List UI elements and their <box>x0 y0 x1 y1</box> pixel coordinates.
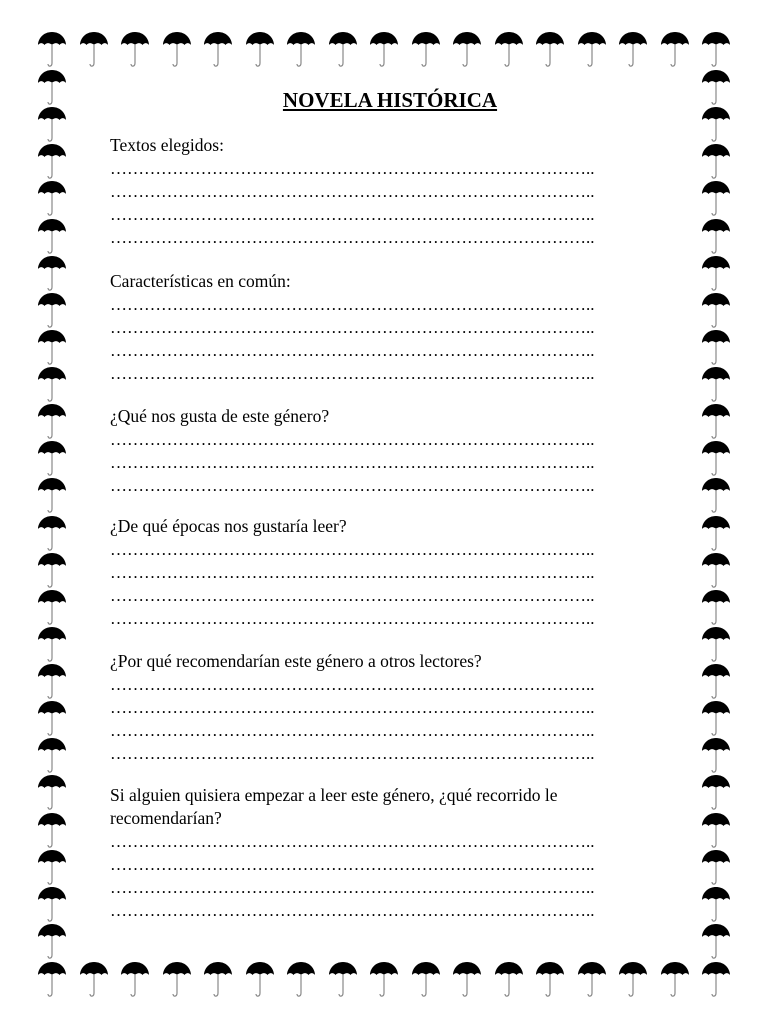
umbrella-icon <box>286 960 316 1000</box>
answer-line: ………………………………………………………………………….. <box>110 855 595 874</box>
answer-line: ………………………………………………………………………….. <box>110 901 595 920</box>
answer-line: ………………………………………………………………………….. <box>110 228 595 247</box>
question-label: Textos elegidos: <box>110 135 224 155</box>
worksheet-content <box>110 84 670 920</box>
umbrella-icon <box>120 30 150 70</box>
umbrella-icon <box>701 625 731 665</box>
umbrella-icon <box>452 30 482 70</box>
question-label: Características en común: <box>110 271 291 291</box>
umbrella-icon <box>618 960 648 1000</box>
umbrella-icon <box>701 551 731 591</box>
answer-line: ………………………………………………………………………….. <box>110 453 595 472</box>
umbrella-icon <box>411 30 441 70</box>
umbrella-icon <box>701 662 731 702</box>
umbrella-icon <box>37 365 67 405</box>
umbrella-icon <box>701 291 731 331</box>
umbrella-icon <box>411 960 441 1000</box>
umbrella-icon <box>701 922 731 962</box>
section-textos-elegidos <box>110 134 670 249</box>
umbrella-icon <box>701 848 731 888</box>
answer-line: ………………………………………………………………………….. <box>110 698 595 717</box>
umbrella-icon <box>701 514 731 554</box>
umbrella-icon <box>37 773 67 813</box>
answer-line: ………………………………………………………………………….. <box>110 295 595 314</box>
umbrella-icon <box>286 30 316 70</box>
question-label: Si alguien quisiera empezar a leer este género, ¿qué recorrido le recomendarían? <box>110 785 558 828</box>
umbrella-icon <box>37 217 67 257</box>
answer-line: ………………………………………………………………………….. <box>110 744 595 763</box>
umbrella-icon <box>37 328 67 368</box>
umbrella-icon <box>328 960 358 1000</box>
answer-line: ………………………………………………………………………….. <box>110 540 595 559</box>
umbrella-icon <box>701 30 731 70</box>
answer-line: ………………………………………………………………………….. <box>110 364 595 383</box>
umbrella-icon <box>37 514 67 554</box>
answer-line: ………………………………………………………………………….. <box>110 878 595 897</box>
answer-line: ………………………………………………………………………….. <box>110 721 595 740</box>
question-label: ¿Por qué recomendarían este género a otros lectores? <box>110 651 482 671</box>
umbrella-icon <box>701 588 731 628</box>
page-title: NOVELA HISTÓRICA <box>282 88 498 112</box>
umbrella-icon <box>37 30 67 70</box>
umbrella-icon <box>701 885 731 925</box>
umbrella-icon <box>577 960 607 1000</box>
umbrella-icon <box>701 142 731 182</box>
umbrella-icon <box>203 30 233 70</box>
umbrella-icon <box>701 254 731 294</box>
umbrella-icon <box>37 699 67 739</box>
answer-line: ………………………………………………………………………….. <box>110 586 595 605</box>
umbrella-icon <box>203 960 233 1000</box>
umbrella-icon <box>701 699 731 739</box>
answer-line: ………………………………………………………………………….. <box>110 205 595 224</box>
umbrella-icon <box>120 960 150 1000</box>
umbrella-icon <box>37 476 67 516</box>
umbrella-icon <box>535 960 565 1000</box>
answer-line: ………………………………………………………………………….. <box>110 341 595 360</box>
umbrella-icon <box>37 142 67 182</box>
umbrella-icon <box>328 30 358 70</box>
answer-line: ………………………………………………………………………….. <box>110 318 595 337</box>
answer-line: ………………………………………………………………………….. <box>110 476 595 495</box>
umbrella-icon <box>37 291 67 331</box>
umbrella-icon <box>701 68 731 108</box>
umbrella-icon <box>369 30 399 70</box>
umbrella-icon <box>37 736 67 776</box>
answer-line: ………………………………………………………………………….. <box>110 832 595 851</box>
umbrella-icon <box>37 551 67 591</box>
umbrella-icon <box>162 30 192 70</box>
umbrella-icon <box>701 105 731 145</box>
umbrella-icon <box>37 848 67 888</box>
umbrella-icon <box>37 588 67 628</box>
section-recomendarian <box>110 650 670 765</box>
umbrella-icon <box>701 328 731 368</box>
umbrella-icon <box>701 217 731 257</box>
umbrella-icon <box>79 960 109 1000</box>
umbrella-icon <box>701 365 731 405</box>
umbrella-icon <box>494 30 524 70</box>
umbrella-icon <box>37 662 67 702</box>
umbrella-icon <box>162 960 192 1000</box>
umbrella-icon <box>660 960 690 1000</box>
umbrella-icon <box>535 30 565 70</box>
umbrella-icon <box>37 68 67 108</box>
umbrella-icon <box>701 439 731 479</box>
umbrella-icon <box>701 773 731 813</box>
umbrella-icon <box>37 254 67 294</box>
answer-line: ………………………………………………………………………….. <box>110 430 595 449</box>
answer-line: ………………………………………………………………………….. <box>110 182 595 201</box>
umbrella-icon <box>701 179 731 219</box>
umbrella-icon <box>701 402 731 442</box>
umbrella-icon <box>245 960 275 1000</box>
umbrella-icon <box>701 960 731 1000</box>
answer-line: ………………………………………………………………………….. <box>110 675 595 694</box>
umbrella-icon <box>37 811 67 851</box>
question-label: ¿De qué épocas nos gustaría leer? <box>110 516 347 536</box>
umbrella-icon <box>37 179 67 219</box>
umbrella-icon <box>37 402 67 442</box>
umbrella-icon <box>577 30 607 70</box>
umbrella-icon <box>37 439 67 479</box>
section-recorrido <box>110 784 670 922</box>
umbrella-icon <box>79 30 109 70</box>
umbrella-icon <box>618 30 648 70</box>
umbrella-icon <box>701 736 731 776</box>
umbrella-icon <box>369 960 399 1000</box>
umbrella-icon <box>37 960 67 1000</box>
umbrella-icon <box>37 922 67 962</box>
answer-line: ………………………………………………………………………….. <box>110 609 595 628</box>
section-caracteristicas <box>110 270 670 385</box>
umbrella-icon <box>701 811 731 851</box>
umbrella-icon <box>494 960 524 1000</box>
section-que-nos-gusta <box>110 405 670 497</box>
umbrella-icon <box>37 105 67 145</box>
umbrella-icon <box>452 960 482 1000</box>
umbrella-icon <box>660 30 690 70</box>
section-epocas <box>110 515 670 630</box>
umbrella-icon <box>37 625 67 665</box>
answer-line: ………………………………………………………………………….. <box>110 159 595 178</box>
umbrella-icon <box>701 476 731 516</box>
umbrella-icon <box>37 885 67 925</box>
umbrella-icon <box>245 30 275 70</box>
question-label: ¿Qué nos gusta de este género? <box>110 406 330 426</box>
answer-line: ………………………………………………………………………….. <box>110 563 595 582</box>
